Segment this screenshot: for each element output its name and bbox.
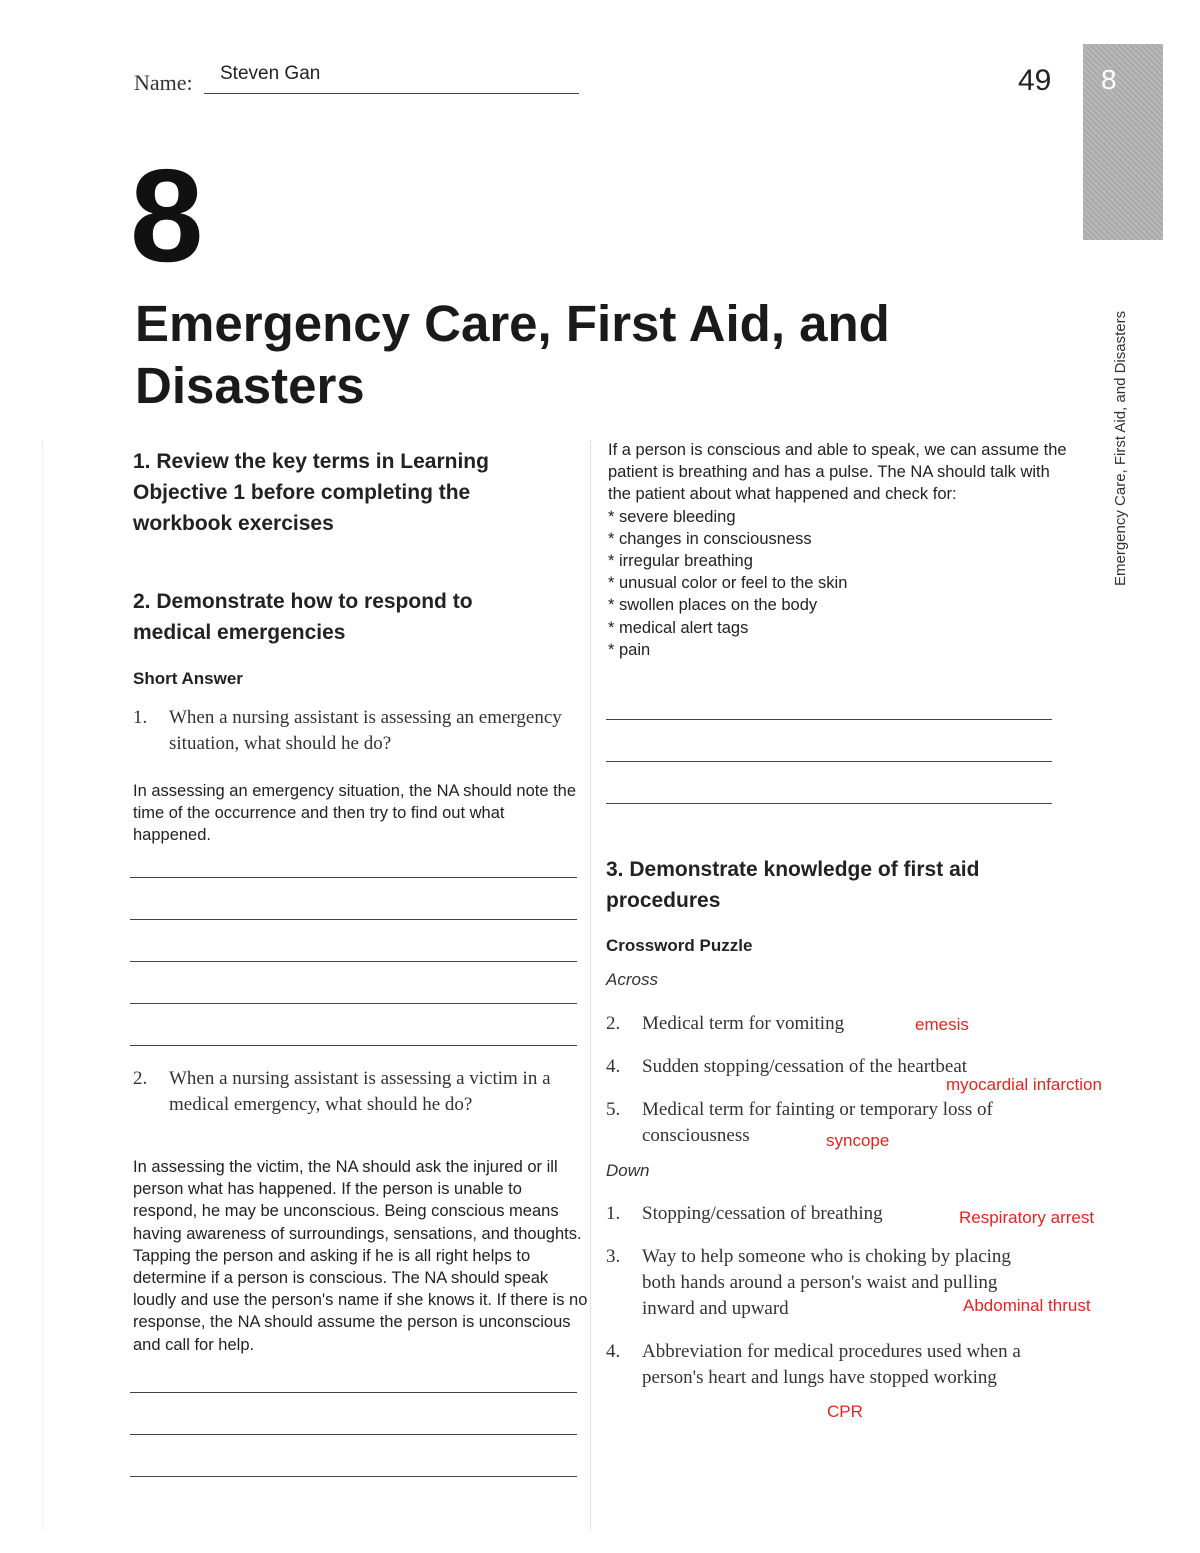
down-answer-1[interactable]: Respiratory arrest (959, 1208, 1095, 1227)
answer-2-continued[interactable] (608, 439, 1068, 661)
question-1-text: When a nursing assistant is assessing an emergency situation, what should he do? (169, 707, 562, 754)
section-3-heading: 3. Demonstrate knowledge of first aid procedures (606, 858, 980, 912)
down-label: Down (606, 1161, 650, 1180)
check-item: * swollen places on the body (608, 596, 818, 615)
answer-line (130, 961, 577, 962)
answer-line (130, 877, 577, 878)
question-2 (133, 1066, 573, 1118)
section-1-heading: 1. Review the key terms in Learning Objective 1 before completing the workbook exercises (133, 450, 489, 535)
crossword-subheading: Crossword Puzzle (606, 936, 753, 955)
across-clue-text: Sudden stopping/cessation of the heartbeat (642, 1056, 968, 1077)
down-clue-number: 1. (606, 1203, 621, 1224)
answer-line (130, 1045, 577, 1046)
question-2-number: 2. (133, 1068, 148, 1089)
across-clue-text: Medical term for fainting or temporary loss of consciousness (642, 1099, 993, 1146)
down-clue-text: Abbreviation for medical procedures used when a person's heart and lungs have stopped working (642, 1341, 1021, 1388)
column-divider (590, 440, 591, 1530)
down-answer-4[interactable]: CPR (827, 1402, 863, 1421)
check-item: * medical alert tags (608, 618, 749, 637)
check-item: * pain (608, 640, 651, 659)
down-clue-4 (606, 1339, 1036, 1391)
answer-2-continued-intro: If a person is conscious and able to speak, we can assume the patient is breathing and has a pulse. The NA should talk with the patient about what happened and check for: (608, 441, 1067, 504)
answer-line (130, 1392, 577, 1393)
answer-line (130, 1434, 577, 1435)
across-clue-number: 2. (606, 1013, 621, 1034)
chapter-tab-number: 8 (1101, 64, 1117, 95)
answer-2[interactable]: In assessing the victim, the NA should ask the injured or ill person what has happened. If the person is unable to respond, he may be unconscious. Being conscious means having awareness of surroundings, sensations, and thoughts. Tapping the person and asking if he is all right helps to determine if a person is conscious. The NA should speak loudly and use the person's name if she knows it. If there is no response, the NA should assume the person is unconscious and call for help. (133, 1158, 588, 1354)
across-answer-4[interactable]: myocardial infarction (946, 1075, 1102, 1094)
across-answer-2[interactable]: emesis (915, 1015, 969, 1034)
side-running-title: Emergency Care, First Aid, and Disasters (1112, 310, 1129, 586)
name-field[interactable]: Steven Gan (220, 63, 321, 84)
check-item: * changes in consciousness (608, 529, 812, 548)
down-clue-text: Stopping/cessation of breathing (642, 1203, 883, 1224)
answer-line (606, 719, 1052, 720)
name-label: Name: (134, 70, 193, 95)
section-2-heading: 2. Demonstrate how to respond to medical emergencies (133, 590, 473, 644)
answer-line (130, 1476, 577, 1477)
down-clue-number: 4. (606, 1341, 621, 1362)
answer-line (606, 803, 1052, 804)
across-clue-text: Medical term for vomiting (642, 1013, 845, 1034)
across-clue-number: 5. (606, 1099, 621, 1120)
down-clue-number: 3. (606, 1246, 621, 1267)
answer-1[interactable]: In assessing an emergency situation, the NA should note the time of the occurrence and then try to find out what happened. (133, 782, 577, 845)
down-clue-text: Way to help someone who is choking by placing both hands around a person's waist and pulling inward and upward (642, 1246, 1011, 1319)
chapter-number: 8 (130, 142, 204, 289)
check-item: * unusual color or feel to the skin (608, 574, 848, 593)
answer-line (130, 919, 577, 920)
answer-line (130, 1003, 577, 1004)
across-answer-5[interactable]: syncope (826, 1131, 890, 1150)
short-answer-subheading: Short Answer (133, 669, 243, 688)
answer-line (606, 761, 1052, 762)
chapter-tab (1083, 44, 1163, 240)
across-clue-2 (606, 1011, 1046, 1037)
chapter-title: Emergency Care, First Aid, and Disasters (135, 295, 890, 414)
across-clue-number: 4. (606, 1056, 621, 1077)
question-2-text: When a nursing assistant is assessing a victim in a medical emergency, what should he do? (169, 1068, 551, 1115)
check-item: * irregular breathing (608, 552, 753, 571)
name-underline (204, 93, 579, 94)
margin-line (42, 440, 43, 1530)
page-number: 49 (1018, 64, 1052, 97)
question-1-number: 1. (133, 707, 148, 728)
down-answer-3[interactable]: Abdominal thrust (963, 1296, 1091, 1315)
question-1 (133, 705, 563, 757)
check-item: * severe bleeding (608, 507, 736, 526)
across-label: Across (606, 970, 658, 989)
